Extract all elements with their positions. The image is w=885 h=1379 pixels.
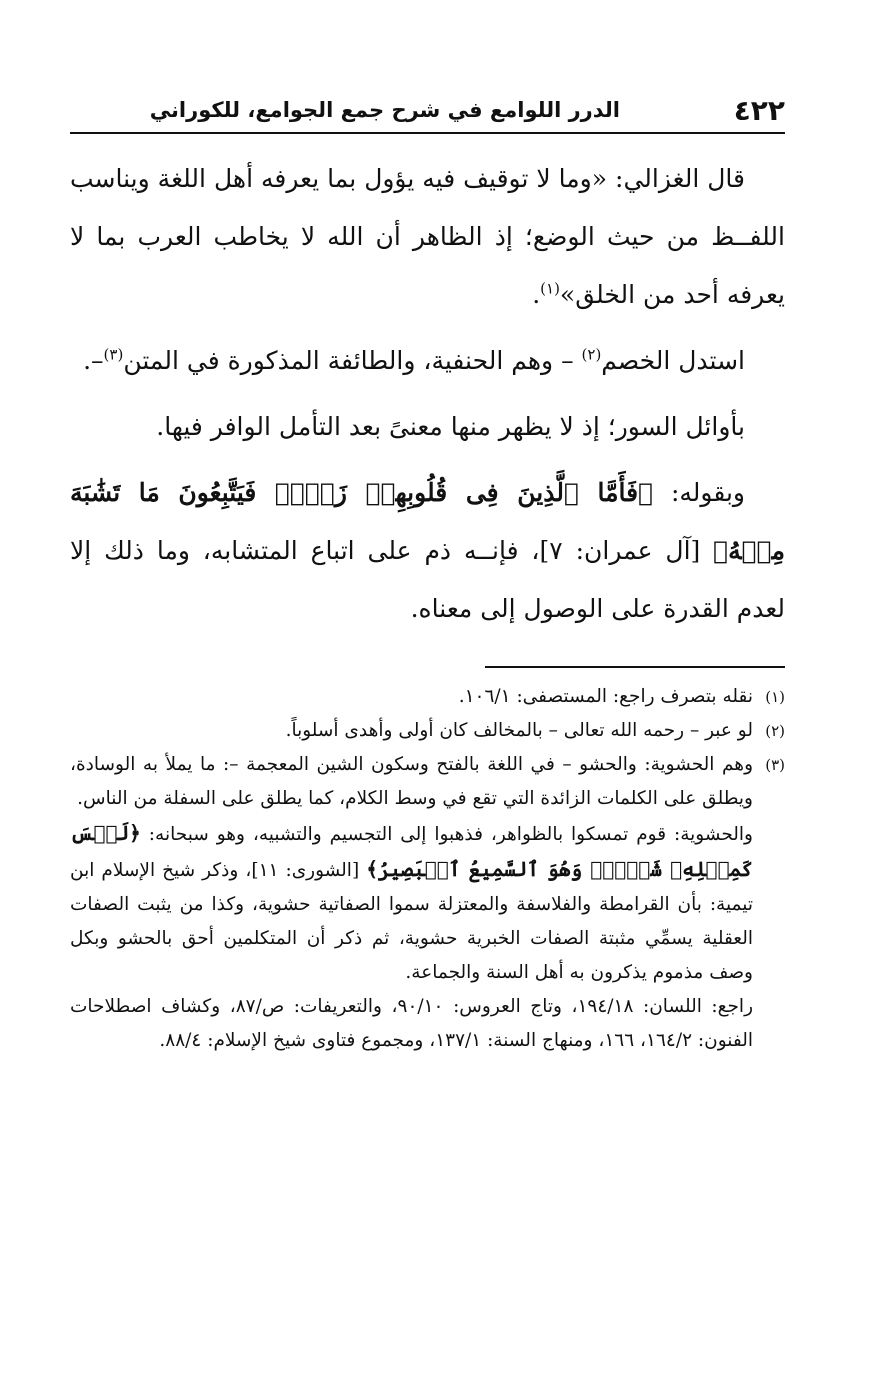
opponent-text-c: –. [83, 346, 104, 375]
hashwiyya-rest: [الشورى: ١١]، وذكر شيخ الإسلام ابن تيمية: بأن القرامطة والفلاسفة والمعتزلة سموا الصفاتية حشوية، وكذا من يثبت الصفات العقلية يسمِّي مثبتة الصفات الخبرية حشوية، ثم ذكر أن المتكلمين أحق بالحشو وبكل وصف مذموم يذكرون به أهل السنة والجماعة. [70, 860, 753, 983]
surah-openings-text: بأوائل السور؛ إذ لا يظهر منها معنىً بعد التأمل الوافر فيها. [156, 412, 745, 441]
quote-end: . [532, 280, 541, 309]
footnote-text: لو عبر – رحمه الله تعالى – بالمخالف كان أولى وأهدى أسلوباً. [285, 720, 753, 741]
footnote-number: (٢) [765, 722, 785, 740]
opponent-text-a: استدل الخصم [601, 346, 745, 375]
paragraph-surah-openings [70, 398, 785, 456]
footnote-divider [485, 666, 785, 668]
paragraph-quran-argument [70, 464, 785, 638]
footnote-3-references: راجع: اللسان: ١٩٤/١٨، وتاج العروس: ٩٠/١٠، والتعريفات: ص/٨٧، وكشاف اصطلاحات الفنون: ١٦٤/٢، ١٦٦، ومنهاج السنة: ١٣٧/١، ومجموع فتاوى شيخ الإسلام: ٨٨/٤. [70, 996, 754, 1051]
footnotes [70, 680, 785, 1058]
footnote-number: (١) [765, 688, 785, 706]
footnote-2 [70, 714, 785, 748]
running-header [70, 92, 785, 134]
quran-verse: ﴿فَأَمَّا ٱلَّذِينَ فِى قُلُوبِهِمۡ زَيۡغٞ فَيَتَّبِعُونَ مَا تَشَٰبَهَ مِنۡهُ﴾ [70, 478, 785, 565]
footnote-ref-3: (٣) [103, 345, 124, 364]
main-text [70, 150, 785, 638]
hashwiyya-intro: والحشوية: قوم تمسكوا بالظواهر، فذهبوا إلى التجسيم والتشبيه، وهو سبحانه: [140, 824, 753, 845]
footnote-1 [70, 680, 785, 714]
footnote-ref-1: (١) [540, 279, 560, 298]
footnote-quran-verse: ﴿لَيۡسَ كَمِثۡلِهِۦ شَيۡءٞۖ وَهُوَ ٱلسَّمِيعُ ٱلۡبَصِيرُ﴾ [70, 821, 754, 881]
footnote-3-hashwiyya [70, 816, 753, 990]
running-title: الدرر اللوامع في شرح جمع الجوامع، للكوراني [149, 98, 620, 122]
opponent-text-b: – وهم الحنفية، والطائفة المذكورة في المتن [123, 346, 582, 375]
footnote-ref-2: (٢) [581, 345, 602, 364]
argument-rest: [آل عمران: ٧]، فإنــه ذم على اتباع المتشابه، وما ذلك إلا لعدم القدرة على الوصول إلى معناه. [70, 536, 785, 623]
argument-intro: وبقوله: [653, 478, 745, 507]
footnote-text: نقله بتصرف راجع: المستصفى: ١٠٦/١. [458, 686, 753, 707]
footnote-number: (٣) [765, 756, 785, 774]
paragraph-opponent [70, 332, 785, 390]
paragraph-ghazali-quote [70, 150, 785, 324]
footnote-3-definition: وهم الحشوية: والحشو – في اللغة بالفتح وسكون الشين المعجمة –: ما يملأ به الوسادة، ويطلق على الكلمات الزائدة التي تقع في وسط الكلام، كما يطلق على السفلة من الناس. [70, 754, 753, 809]
page-number: ٤٢٢ [733, 94, 785, 127]
footnote-3 [70, 748, 785, 1058]
quote-text: قال الغزالي: «وما لا توقيف فيه يؤول بما يعرفه أهل اللغة ويناسب اللفــظ من حيث الوضع؛ إذ الظاهر أن الله لا يخاطب العرب بما لا يعرفه أحد من الخلق» [70, 164, 785, 309]
